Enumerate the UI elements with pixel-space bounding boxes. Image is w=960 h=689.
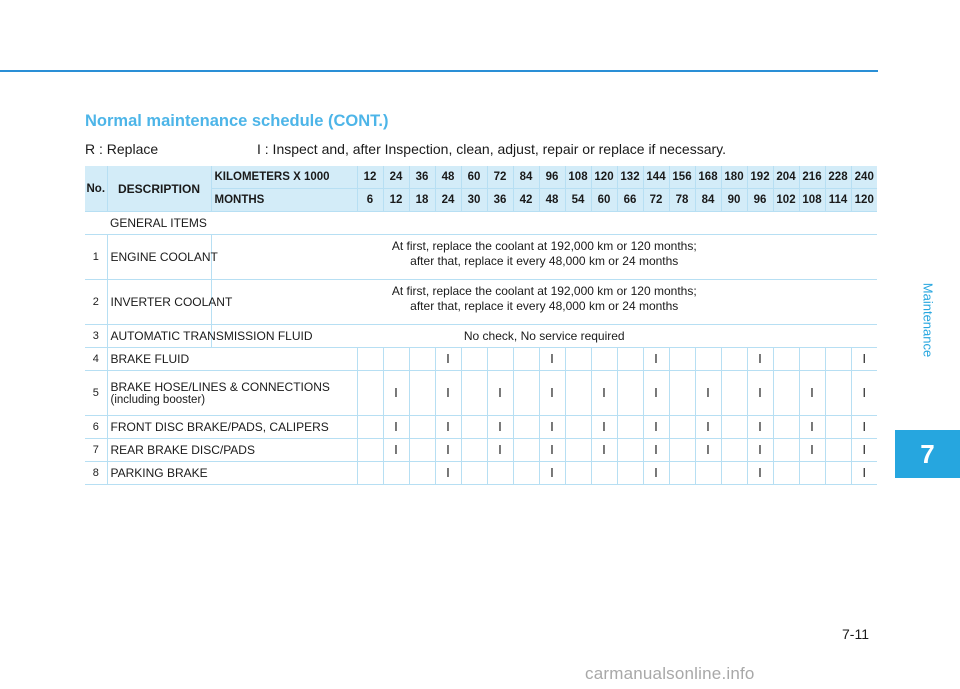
schedule-mark xyxy=(773,348,799,371)
legend-replace: R : Replace xyxy=(85,141,159,157)
schedule-mark xyxy=(695,348,721,371)
row-note xyxy=(211,235,877,280)
maintenance-schedule-table xyxy=(85,166,877,485)
km-value: 168 xyxy=(695,166,721,189)
month-value: 30 xyxy=(461,189,487,212)
schedule-mark: I xyxy=(591,416,617,439)
schedule-mark xyxy=(513,348,539,371)
schedule-mark: I xyxy=(539,462,565,485)
month-value: 12 xyxy=(383,189,409,212)
month-value: 114 xyxy=(825,189,851,212)
month-value: 78 xyxy=(669,189,695,212)
schedule-mark: I xyxy=(435,416,461,439)
km-value: 24 xyxy=(383,166,409,189)
schedule-mark xyxy=(409,371,435,416)
top-rule xyxy=(0,70,878,72)
schedule-mark xyxy=(409,416,435,439)
row-description-text: REAR BRAKE DISC/PADS xyxy=(110,443,255,457)
table-row xyxy=(85,280,877,325)
schedule-mark: I xyxy=(851,462,877,485)
schedule-mark xyxy=(513,462,539,485)
schedule-mark xyxy=(513,371,539,416)
schedule-mark xyxy=(721,371,747,416)
header-row-km xyxy=(85,166,877,189)
row-note-line: No check, No service required xyxy=(463,328,625,343)
km-value: 228 xyxy=(825,166,851,189)
km-value: 84 xyxy=(513,166,539,189)
km-value: 48 xyxy=(435,166,461,189)
month-value: 102 xyxy=(773,189,799,212)
schedule-mark: I xyxy=(435,371,461,416)
schedule-mark xyxy=(669,462,695,485)
schedule-mark: I xyxy=(851,416,877,439)
schedule-mark xyxy=(825,439,851,462)
schedule-mark: I xyxy=(487,439,513,462)
chapter-number-tab: 7 xyxy=(895,430,960,478)
row-description xyxy=(107,416,357,439)
general-items-row xyxy=(85,212,877,235)
row-description xyxy=(107,325,313,348)
schedule-mark xyxy=(669,416,695,439)
schedule-mark: I xyxy=(695,439,721,462)
schedule-mark xyxy=(357,371,383,416)
schedule-mark: I xyxy=(487,416,513,439)
table-row xyxy=(85,439,877,462)
schedule-mark: I xyxy=(643,462,669,485)
schedule-mark xyxy=(773,416,799,439)
month-value: 66 xyxy=(617,189,643,212)
km-value: 192 xyxy=(747,166,773,189)
row-description xyxy=(107,235,218,280)
schedule-mark: I xyxy=(643,416,669,439)
km-value: 36 xyxy=(409,166,435,189)
schedule-mark xyxy=(617,439,643,462)
month-value: 72 xyxy=(643,189,669,212)
schedule-mark: I xyxy=(643,439,669,462)
km-value: 180 xyxy=(721,166,747,189)
schedule-mark xyxy=(461,371,487,416)
schedule-mark: I xyxy=(383,439,409,462)
schedule-mark xyxy=(617,348,643,371)
schedule-mark xyxy=(773,371,799,416)
schedule-mark: I xyxy=(799,439,825,462)
schedule-mark xyxy=(409,439,435,462)
schedule-mark xyxy=(461,416,487,439)
row-description-text: AUTOMATIC TRANSMISSION FLUID xyxy=(110,329,313,343)
km-value: 216 xyxy=(799,166,825,189)
schedule-mark: I xyxy=(539,416,565,439)
schedule-mark xyxy=(617,371,643,416)
km-value: 12 xyxy=(357,166,383,189)
schedule-mark xyxy=(357,348,383,371)
row-description-text: PARKING BRAKE xyxy=(110,466,208,480)
schedule-mark: I xyxy=(747,439,773,462)
schedule-mark: I xyxy=(643,371,669,416)
col-desc-header: DESCRIPTION xyxy=(107,166,211,212)
row-number: 2 xyxy=(85,280,107,325)
schedule-mark xyxy=(591,462,617,485)
schedule-mark xyxy=(565,462,591,485)
page-number: 7-11 xyxy=(842,626,869,642)
schedule-mark xyxy=(721,348,747,371)
schedule-mark xyxy=(565,439,591,462)
row-description xyxy=(107,280,233,325)
schedule-mark xyxy=(461,462,487,485)
km-value: 132 xyxy=(617,166,643,189)
schedule-mark: I xyxy=(747,371,773,416)
row-description-text: ENGINE COOLANT xyxy=(110,250,218,264)
schedule-mark: I xyxy=(799,416,825,439)
schedule-mark: I xyxy=(591,371,617,416)
schedule-mark xyxy=(799,462,825,485)
schedule-mark xyxy=(617,416,643,439)
schedule-mark xyxy=(383,348,409,371)
schedule-mark: I xyxy=(539,371,565,416)
row-note-line: after that, replace it every 48,000 km or 24 months xyxy=(410,254,679,268)
row-note xyxy=(211,280,877,325)
schedule-mark xyxy=(487,348,513,371)
row-description-text: FRONT DISC BRAKE/PADS, CALIPERS xyxy=(110,420,329,434)
month-value: 108 xyxy=(799,189,825,212)
schedule-mark xyxy=(825,348,851,371)
month-value: 54 xyxy=(565,189,591,212)
schedule-mark: I xyxy=(747,416,773,439)
row-number: 4 xyxy=(85,348,107,371)
schedule-mark xyxy=(565,371,591,416)
month-value: 24 xyxy=(435,189,461,212)
month-value: 60 xyxy=(591,189,617,212)
schedule-mark xyxy=(487,462,513,485)
row-number: 7 xyxy=(85,439,107,462)
schedule-mark xyxy=(513,439,539,462)
schedule-mark xyxy=(669,371,695,416)
schedule-mark: I xyxy=(747,462,773,485)
schedule-mark xyxy=(591,348,617,371)
schedule-mark: I xyxy=(851,348,877,371)
row-note-line: after that, replace it every 48,000 km or 24 months xyxy=(410,299,679,313)
schedule-mark xyxy=(825,462,851,485)
schedule-mark xyxy=(773,439,799,462)
schedule-mark: I xyxy=(435,439,461,462)
km-value: 108 xyxy=(565,166,591,189)
schedule-mark xyxy=(409,348,435,371)
month-value: 36 xyxy=(487,189,513,212)
table-row xyxy=(85,416,877,439)
schedule-mark: I xyxy=(799,371,825,416)
schedule-mark xyxy=(721,462,747,485)
row-number: 6 xyxy=(85,416,107,439)
table-row xyxy=(85,462,877,485)
row-description-text: BRAKE FLUID xyxy=(110,352,190,366)
schedule-mark xyxy=(357,416,383,439)
schedule-mark xyxy=(617,462,643,485)
month-value: 84 xyxy=(695,189,721,212)
legend xyxy=(85,141,726,157)
row-description-text: BRAKE HOSE/LINES & CONNECTIONS xyxy=(110,380,330,394)
schedule-mark: I xyxy=(435,348,461,371)
schedule-mark xyxy=(409,462,435,485)
schedule-mark xyxy=(721,439,747,462)
km-value: 72 xyxy=(487,166,513,189)
km-value: 96 xyxy=(539,166,565,189)
km-value: 120 xyxy=(591,166,617,189)
section-title: Normal maintenance schedule (CONT.) xyxy=(85,112,389,130)
row-number: 1 xyxy=(85,235,107,280)
table-row xyxy=(85,235,877,280)
schedule-mark xyxy=(799,348,825,371)
km-value: 204 xyxy=(773,166,799,189)
row-description-subtext: (including booster) xyxy=(110,394,206,406)
schedule-mark: I xyxy=(747,348,773,371)
row-description xyxy=(107,371,357,416)
table-row xyxy=(85,325,877,348)
row-note-line: At first, replace the coolant at 192,000 km or 120 months; xyxy=(391,239,697,253)
row-number: 5 xyxy=(85,371,107,416)
schedule-mark xyxy=(383,462,409,485)
schedule-mark xyxy=(513,416,539,439)
schedule-mark: I xyxy=(851,371,877,416)
schedule-mark xyxy=(357,439,383,462)
schedule-mark: I xyxy=(487,371,513,416)
schedule-mark: I xyxy=(539,348,565,371)
schedule-mark xyxy=(669,348,695,371)
row-description xyxy=(107,462,357,485)
km-label: KILOMETERS X 1000 xyxy=(211,166,357,189)
watermark: carmanualsonline.info xyxy=(585,664,755,683)
row-number: 3 xyxy=(85,325,107,348)
row-number: 8 xyxy=(85,462,107,485)
schedule-mark: I xyxy=(383,416,409,439)
month-value: 96 xyxy=(747,189,773,212)
col-no-header: No. xyxy=(85,166,107,212)
km-value: 156 xyxy=(669,166,695,189)
row-description xyxy=(107,439,357,462)
schedule-mark xyxy=(461,348,487,371)
month-value: 6 xyxy=(357,189,383,212)
table-row xyxy=(85,371,877,416)
schedule-mark: I xyxy=(643,348,669,371)
schedule-mark xyxy=(773,462,799,485)
schedule-mark: I xyxy=(383,371,409,416)
schedule-mark: I xyxy=(851,439,877,462)
schedule-mark: I xyxy=(695,371,721,416)
km-value: 60 xyxy=(461,166,487,189)
schedule-mark xyxy=(825,416,851,439)
row-description-text: INVERTER COOLANT xyxy=(110,295,233,309)
table-row xyxy=(85,348,877,371)
month-value: 18 xyxy=(409,189,435,212)
row-description xyxy=(107,348,357,371)
schedule-mark: I xyxy=(591,439,617,462)
schedule-mark xyxy=(565,348,591,371)
general-items-label: GENERAL ITEMS xyxy=(85,212,877,235)
schedule-mark xyxy=(565,416,591,439)
schedule-mark xyxy=(357,462,383,485)
km-value: 144 xyxy=(643,166,669,189)
schedule-mark xyxy=(461,439,487,462)
schedule-mark xyxy=(669,439,695,462)
schedule-mark xyxy=(721,416,747,439)
months-label: MONTHS xyxy=(211,189,357,212)
month-value: 42 xyxy=(513,189,539,212)
chapter-label: Maintenance xyxy=(920,282,936,358)
schedule-mark xyxy=(825,371,851,416)
schedule-mark: I xyxy=(695,416,721,439)
month-value: 48 xyxy=(539,189,565,212)
km-value: 240 xyxy=(851,166,877,189)
row-note-line: At first, replace the coolant at 192,000 km or 120 months; xyxy=(391,284,697,298)
schedule-mark xyxy=(695,462,721,485)
legend-inspect: I : Inspect and, after Inspection, clean, adjust, repair or replace if necessary. xyxy=(257,141,726,157)
month-value: 120 xyxy=(851,189,877,212)
schedule-mark: I xyxy=(539,439,565,462)
schedule-mark: I xyxy=(435,462,461,485)
month-value: 90 xyxy=(721,189,747,212)
